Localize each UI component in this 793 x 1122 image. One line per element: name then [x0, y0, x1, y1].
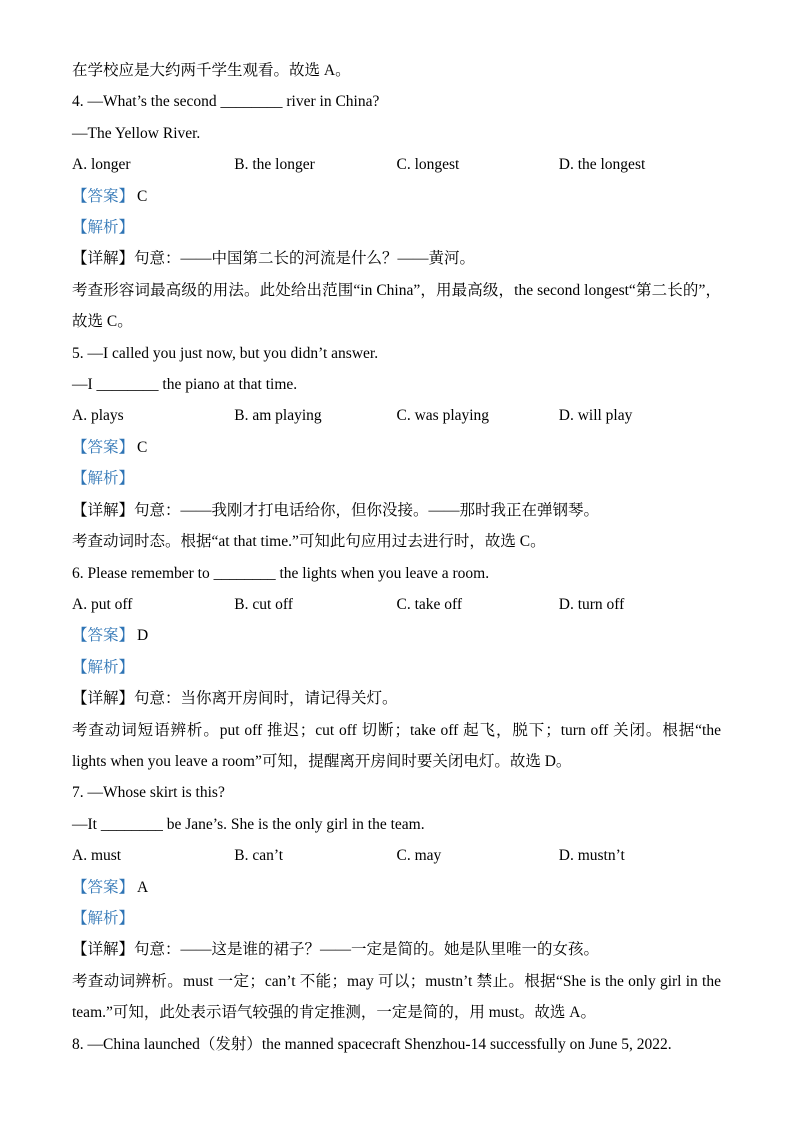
option-c: C. was playing — [396, 407, 490, 425]
answer-value: C — [137, 438, 148, 456]
explanation-text: 【详解】句意：当你离开房间时，请记得关灯。 — [72, 690, 398, 708]
explanation-text: 【详解】句意：——这是谁的裙子？——一定是简的。她是队里唯一的女孩。 — [72, 941, 600, 959]
answer-line — [72, 620, 721, 651]
analysis-section-line — [72, 212, 721, 243]
answer-marker: 【答案】 — [72, 187, 135, 205]
answer-value: A — [137, 878, 149, 896]
option-a: A. plays — [72, 407, 124, 425]
option-d: D. turn off — [558, 595, 625, 613]
analysis-section-line — [72, 652, 721, 683]
analysis-marker: 【解析】 — [72, 219, 135, 237]
explanation-text: 考查动词短语辨析。put off 推迟；cut off 切断；take off 起飞，脱下；turn off 关闭。根据“the lights when you leave a room”可知，提醒离开房间时要关闭电灯。故选 D。 — [72, 721, 721, 770]
option-b: B. cut off — [234, 595, 293, 613]
option-a: A. longer — [72, 156, 131, 174]
option-c: C. longest — [396, 156, 460, 174]
option-a: A. must — [72, 847, 122, 865]
answer-line — [72, 872, 721, 903]
question-stem: 8. —China launched（发射）the manned spacecraft Shenzhou-14 successfully on June 5, 2022. — [72, 1035, 672, 1053]
option-d: D. the longest — [558, 156, 646, 174]
explanation-text: 考查形容词最高级的用法。此处给出范围“in China”，用最高级，the second longest“第二长的”，故选 C。 — [72, 281, 721, 331]
explanation-text: 【详解】句意：——中国第二长的河流是什么？——黄河。 — [72, 250, 476, 268]
option-b: B. the longer — [234, 156, 315, 174]
analysis-marker: 【解析】 — [72, 658, 135, 676]
option-c: C. take off — [396, 595, 463, 613]
explanation-text: 【详解】句意：——我刚才打电话给你，但你没接。——那时我正在弹钢琴。 — [72, 501, 600, 519]
answer-line — [72, 181, 721, 212]
answer-marker: 【答案】 — [72, 627, 135, 645]
option-b: B. can’t — [234, 847, 284, 865]
option-d: D. will play — [558, 407, 633, 425]
options-row — [72, 400, 721, 431]
answer-marker: 【答案】 — [72, 878, 135, 896]
answer-line — [72, 432, 721, 463]
analysis-section-line — [72, 903, 721, 934]
option-a: A. put off — [72, 595, 133, 613]
option-b: B. am playing — [234, 407, 322, 425]
dialogue-reply: —It ________ be Jane’s. She is the only girl in the team. — [72, 815, 425, 833]
question-stem: 4. —What’s the second ________ river in China? — [72, 93, 380, 111]
option-c: C. may — [396, 847, 442, 865]
question-stem: 7. —Whose skirt is this? — [72, 784, 225, 802]
answer-value: D — [137, 627, 149, 645]
dialogue-reply: —I ________ the piano at that time. — [72, 376, 298, 394]
answer-marker: 【答案】 — [72, 438, 135, 456]
analysis-section-line — [72, 463, 721, 494]
analysis-marker: 【解析】 — [72, 909, 135, 927]
explanation-text: 考查动词辨析。must 一定；can’t 不能；may 可以；mustn’t 禁止。根据“She is the only girl in the team.”可知，此处表示语气较强的肯定推测，一定是简的，用 must。故选 A。 — [72, 972, 721, 1022]
options-row — [72, 589, 721, 620]
answer-value: C — [137, 187, 148, 205]
options-row — [72, 840, 721, 871]
dialogue-reply: —The Yellow River. — [72, 124, 201, 142]
explanation-text: 考查动词时态。根据“at that time.”可知此句应用过去进行时，故选 C。 — [72, 533, 546, 551]
question-stem: 6. Please remember to ________ the lights when you leave a room. — [72, 564, 490, 582]
options-row — [72, 149, 721, 180]
analysis-marker: 【解析】 — [72, 470, 135, 488]
explanation-text: 在学校应是大约两千学生观看。故选 A。 — [72, 62, 351, 79]
option-d: D. mustn’t — [558, 847, 625, 865]
question-stem: 5. —I called you just now, but you didn’t answer. — [72, 344, 379, 362]
